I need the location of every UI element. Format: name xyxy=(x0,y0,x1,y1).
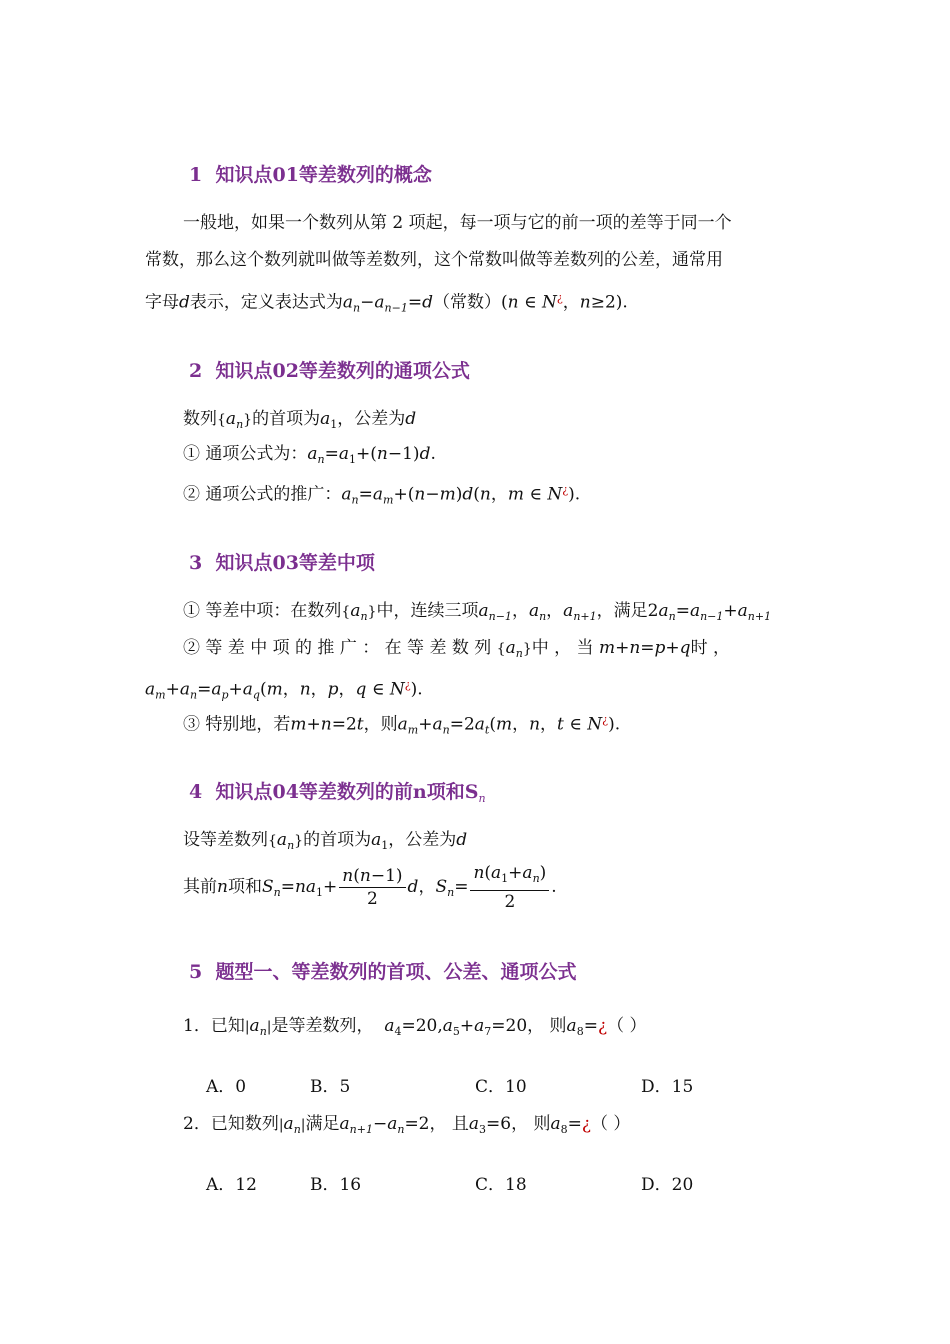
s3-item2: ② 等 差 中 项 的 推 广 ： 在 等 差 数 列 $\{a_n\}$中 ， 当 m+n=p+q时 ， xyxy=(183,638,730,660)
question-1-stem: 1．已知$|a_n|$是等差数列， $a_4=20,a_5+a_7=20$， 则$a_8=¿$（ ） xyxy=(183,1016,647,1038)
s4-intro: 设等差数列$\{a_n\}$的首项为$a_1$，公差为d xyxy=(183,830,468,852)
s2-item1: ① 通项公式为：$a_n=a_1+(n-1)d$. xyxy=(183,444,436,466)
s1-line2: 常数，那么这个数列就叫做等差数列，这个常数叫做等差数列的公差，通常用 xyxy=(145,250,723,270)
section-heading-2: 2 知识点02等差数列的通项公式 xyxy=(189,360,470,382)
s1-line3: 字母d表示，定义表达式为$a_n-a_{n-1}=d$（常数）(n ∈ N¿，n≥2). xyxy=(145,291,628,315)
s3-item1: ① 等差中项：在数列$\{a_n\}$中，连续三项$a_{n-1}$，$a_n$，$a_{n+1}$，满足$2a_n=a_{n-1}+a_{n+1}$ xyxy=(183,601,772,623)
s3-item2-cont: $a_m+a_n=a_p+a_q(m$，n，p，q ∈ N¿). xyxy=(145,678,423,702)
s1-line1: 一般地，如果一个数列从第 2 项起，每一项与它的前一项的差等于同一个 xyxy=(183,213,732,233)
s3-item3: ③ 特别地，若m+n=2t，则$a_m+a_n=2a_t(m$，n，t ∈ N¿). xyxy=(183,713,621,737)
option-c[interactable]: C．10 xyxy=(475,1077,527,1097)
s2-intro: 数列$\{a_n\}$的首项为$a_1$，公差为d xyxy=(183,409,417,431)
option-c[interactable]: C．18 xyxy=(475,1175,527,1195)
option-a[interactable]: A．0 xyxy=(206,1077,247,1097)
section-heading-4: 4 知识点04等差数列的前n项和$S_n$ xyxy=(189,781,486,805)
option-d[interactable]: D．15 xyxy=(641,1077,694,1097)
section-heading-5: 5 题型一、等差数列的首项、公差、通项公式 xyxy=(189,961,577,983)
option-b[interactable]: B．16 xyxy=(310,1175,362,1195)
s4-sum-formula: 其前n项和$S_n=na_1+$ $\frac{n(n-1)}{2}$ d，$S_n=$ $\frac{n(a_1+a_n)}{2}$ . xyxy=(183,863,557,912)
option-b[interactable]: B．5 xyxy=(310,1077,351,1097)
s2-item2: ② 通项公式的推广：$a_n=a_m+(n-m)d(n$，m ∈ N¿). xyxy=(183,483,581,507)
section-heading-3: 3 知识点03等差中项 xyxy=(189,552,375,574)
question-2-stem: 2．已知数列$|a_n|$满足$a_{n+1}-a_n=2$， 且$a_3=6$， 则$a_8=¿$（ ） xyxy=(183,1114,631,1136)
option-d[interactable]: D．20 xyxy=(641,1175,694,1195)
section-heading-1: 1 知识点01等差数列的概念 xyxy=(189,164,432,186)
option-a[interactable]: A．12 xyxy=(206,1175,257,1195)
